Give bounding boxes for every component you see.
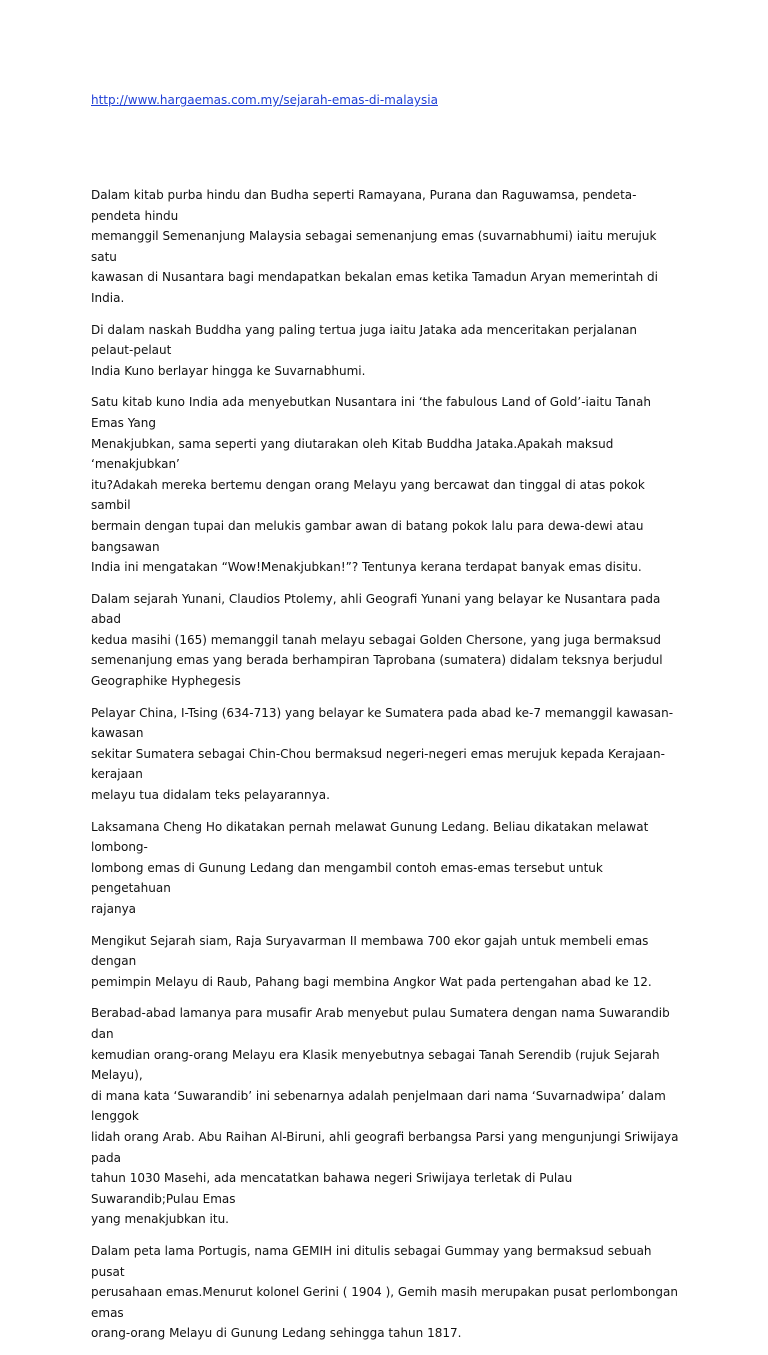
- paragraph-3: Satu kitab kuno India ada menyebutkan Nusantara ini ‘the fabulous Land of Gold’-iaitu Tanah Emas Yang Menakjubkan, sama seperti yang diutarakan oleh Kitab Buddha Jataka.Apakah maksud ‘menakjubkan’ itu?Adakah mereka bertemu dengan orang Melayu yang bercawat dan tinggal di atas pokok sambil bermain dengan tupai dan melukis gambar awan di batang pokok lalu para dewa-dewi atau bangsawan India ini mengatakan “Wow!Menakjubkan!”? Tentunya kerana terdapat banyak emas disitu.: [91, 395, 651, 575]
- paragraph-1: Dalam kitab purba hindu dan Budha seperti Ramayana, Purana dan Raguwamsa, pendeta-pendeta hindu memanggil Semenanjung Malaysia sebagai semenanjung emas (suvarnabhumi) iaitu merujuk satu kawasan di Nusantara bagi mendapatkan bekalan emas ketika Tamadun Aryan memerintah di India.: [91, 188, 658, 305]
- paragraph-5: Pelayar China, I-Tsing (634-713) yang belayar ke Sumatera pada abad ke-7 memanggil kawasan-kawasan sekitar Sumatera sebagai Chin-Chou bermaksud negeri-negeri emas merujuk kepada Kerajaan-kerajaan melayu tua didalam teks pelayarannya.: [91, 705, 674, 803]
- paragraph-6: Laksamana Cheng Ho dikatakan pernah melawat Gunung Ledang. Beliau dikatakan melawat lombong- lombong emas di Gunung Ledang dan mengambil contoh emas-emas tersebut untuk pengetahuan rajanya: [91, 819, 649, 916]
- paragraph-8: Berabad-abad lamanya para musafir Arab menyebut pulau Sumatera dengan nama Suwarandib dan kemudian orang-orang Melayu era Klasik menyebutnya sebagai Tanah Serendib (rujuk Sejarah Melayu), di mana kata ‘Suwarandib’ ini sebenarnya adalah penjelmaan dari nama ‘Suvarnadwipa’ dalam lenggok lidah orang Arab. Abu Raihan Al-Biruni, ahli geografi berbangsa Parsi yang mengunjungi Sriwijaya pada tahun 1030 Masehi, ada mencatatkan bahawa negeri Sriwijaya terletak di Pulau Suwarandib;Pulau Emas yang menakjubkan itu.: [91, 1006, 679, 1227]
- document-body: [91, 185, 683, 1355]
- paragraph-2: Di dalam naskah Buddha yang paling tertua juga iaitu Jataka ada menceritakan perjalanan pelaut-pelaut India Kuno berlayar hingga ke Suvarnabhumi.: [91, 322, 638, 378]
- source-link[interactable]: http://www.hargaemas.com.my/sejarah-emas-di-malaysia: [91, 93, 438, 107]
- paragraph-7: Mengikut Sejarah siam, Raja Suryavarman II membawa 700 ekor gajah untuk membeli emas dengan pemimpin Melayu di Raub, Pahang bagi membina Angkor Wat pada pertengahan abad ke 12.: [91, 933, 652, 989]
- paragraph-9: Dalam peta lama Portugis, nama GEMIH ini ditulis sebagai Gummay yang bermaksud sebuah pusat perusahaan emas.Menurut kolonel Gerini ( 1904 ), Gemih masih merupakan pusat perlombongan emas orang-orang Melayu di Gunung Ledang sehingga tahun 1817.: [91, 1243, 678, 1341]
- paragraph-4: Dalam sejarah Yunani, Claudios Ptolemy, ahli Geografi Yunani yang belayar ke Nusantara pada abad kedua masihi (165) memanggil tanah melayu sebagai Golden Chersone, yang juga bermaksud semenanjung emas yang berada berhampiran Taprobana (sumatera) didalam teksnya berjudul Geographike Hyphegesis: [91, 591, 663, 689]
